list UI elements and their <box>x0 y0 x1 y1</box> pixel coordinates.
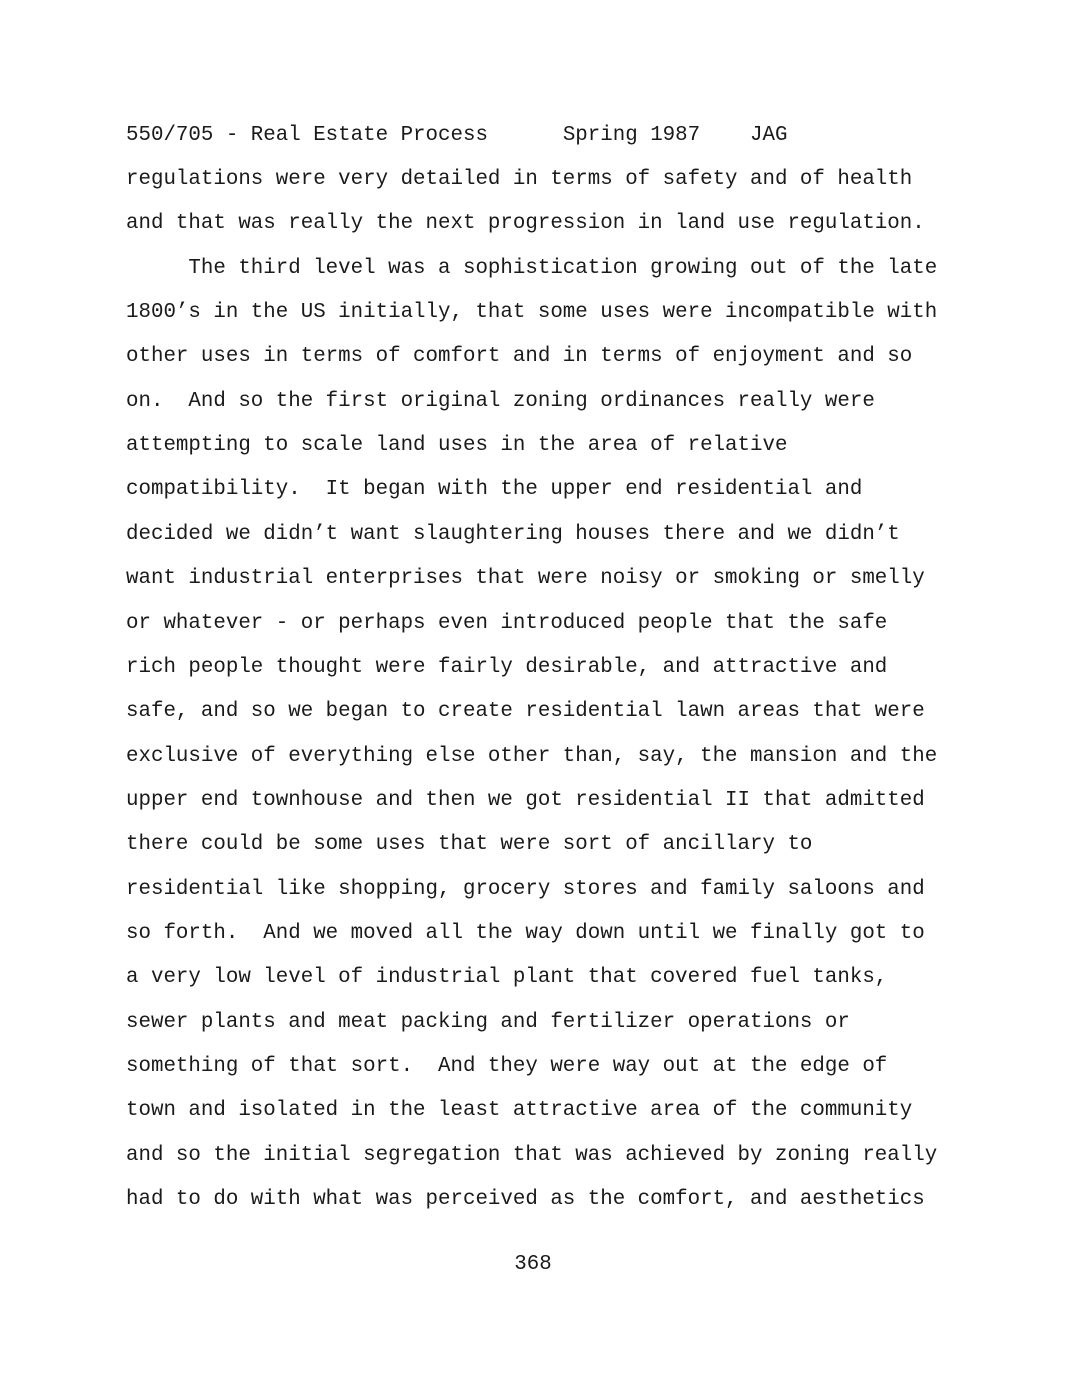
course-title: 550/705 - Real Estate Process <box>126 124 488 147</box>
page-number: 368 <box>514 1253 552 1276</box>
text-line: other uses in terms of comfort and in terms of enjoyment and so <box>126 345 913 369</box>
text-line: want industrial enterprises that were noisy or smoking or smelly <box>126 567 925 591</box>
text-line: residential like shopping, grocery stores and family saloons and <box>126 877 925 901</box>
page-header <box>126 124 788 147</box>
text-line: regulations were very detailed in terms of safety and of health <box>126 168 913 191</box>
text-line: on. And so the first original zoning ordinances really were <box>126 389 875 413</box>
text-line: something of that sort. And they were way out at the edge of <box>126 1055 888 1078</box>
text-line: so forth. And we moved all the way down until we finally got to <box>126 921 925 945</box>
text-line: The third level was a sophistication growing out of the late <box>126 256 938 280</box>
text-line: and that was really the next progression in land use regulation. <box>126 212 925 236</box>
text-line: compatibility. It began with the upper end residential and <box>126 478 863 502</box>
text-line: sewer plants and meat packing and fertilizer operations or <box>126 1010 850 1034</box>
text-line: town and isolated in the least attractive area of the community <box>126 1099 913 1123</box>
text-line: attempting to scale land uses in the area of relative <box>126 434 788 458</box>
text-line: decided we didn’t want slaughtering houses there and we didn’t <box>126 522 900 546</box>
text-line: a very low level of industrial plant that covered fuel tanks, <box>126 966 888 990</box>
text-line: exclusive of everything else other than, say, the mansion and the <box>126 744 938 768</box>
text-line: and so the initial segregation that was achieved by zoning really <box>126 1143 938 1167</box>
text-line: safe, and so we began to create residential lawn areas that were <box>126 700 925 724</box>
text-line: had to do with what was perceived as the comfort, and aesthetics <box>126 1188 925 1212</box>
initials: JAG <box>750 124 788 147</box>
text-line: upper end townhouse and then we got residential II that admitted <box>126 788 925 812</box>
term: Spring 1987 <box>562 124 701 147</box>
text-line: there could be some uses that were sort of ancillary to <box>126 833 813 857</box>
text-line: 1800’s in the US initially, that some uses were incompatible with <box>126 301 938 325</box>
text-line: rich people thought were fairly desirable, and attractive and <box>126 655 888 679</box>
text-line: or whatever - or perhaps even introduced people that the safe <box>126 611 888 635</box>
